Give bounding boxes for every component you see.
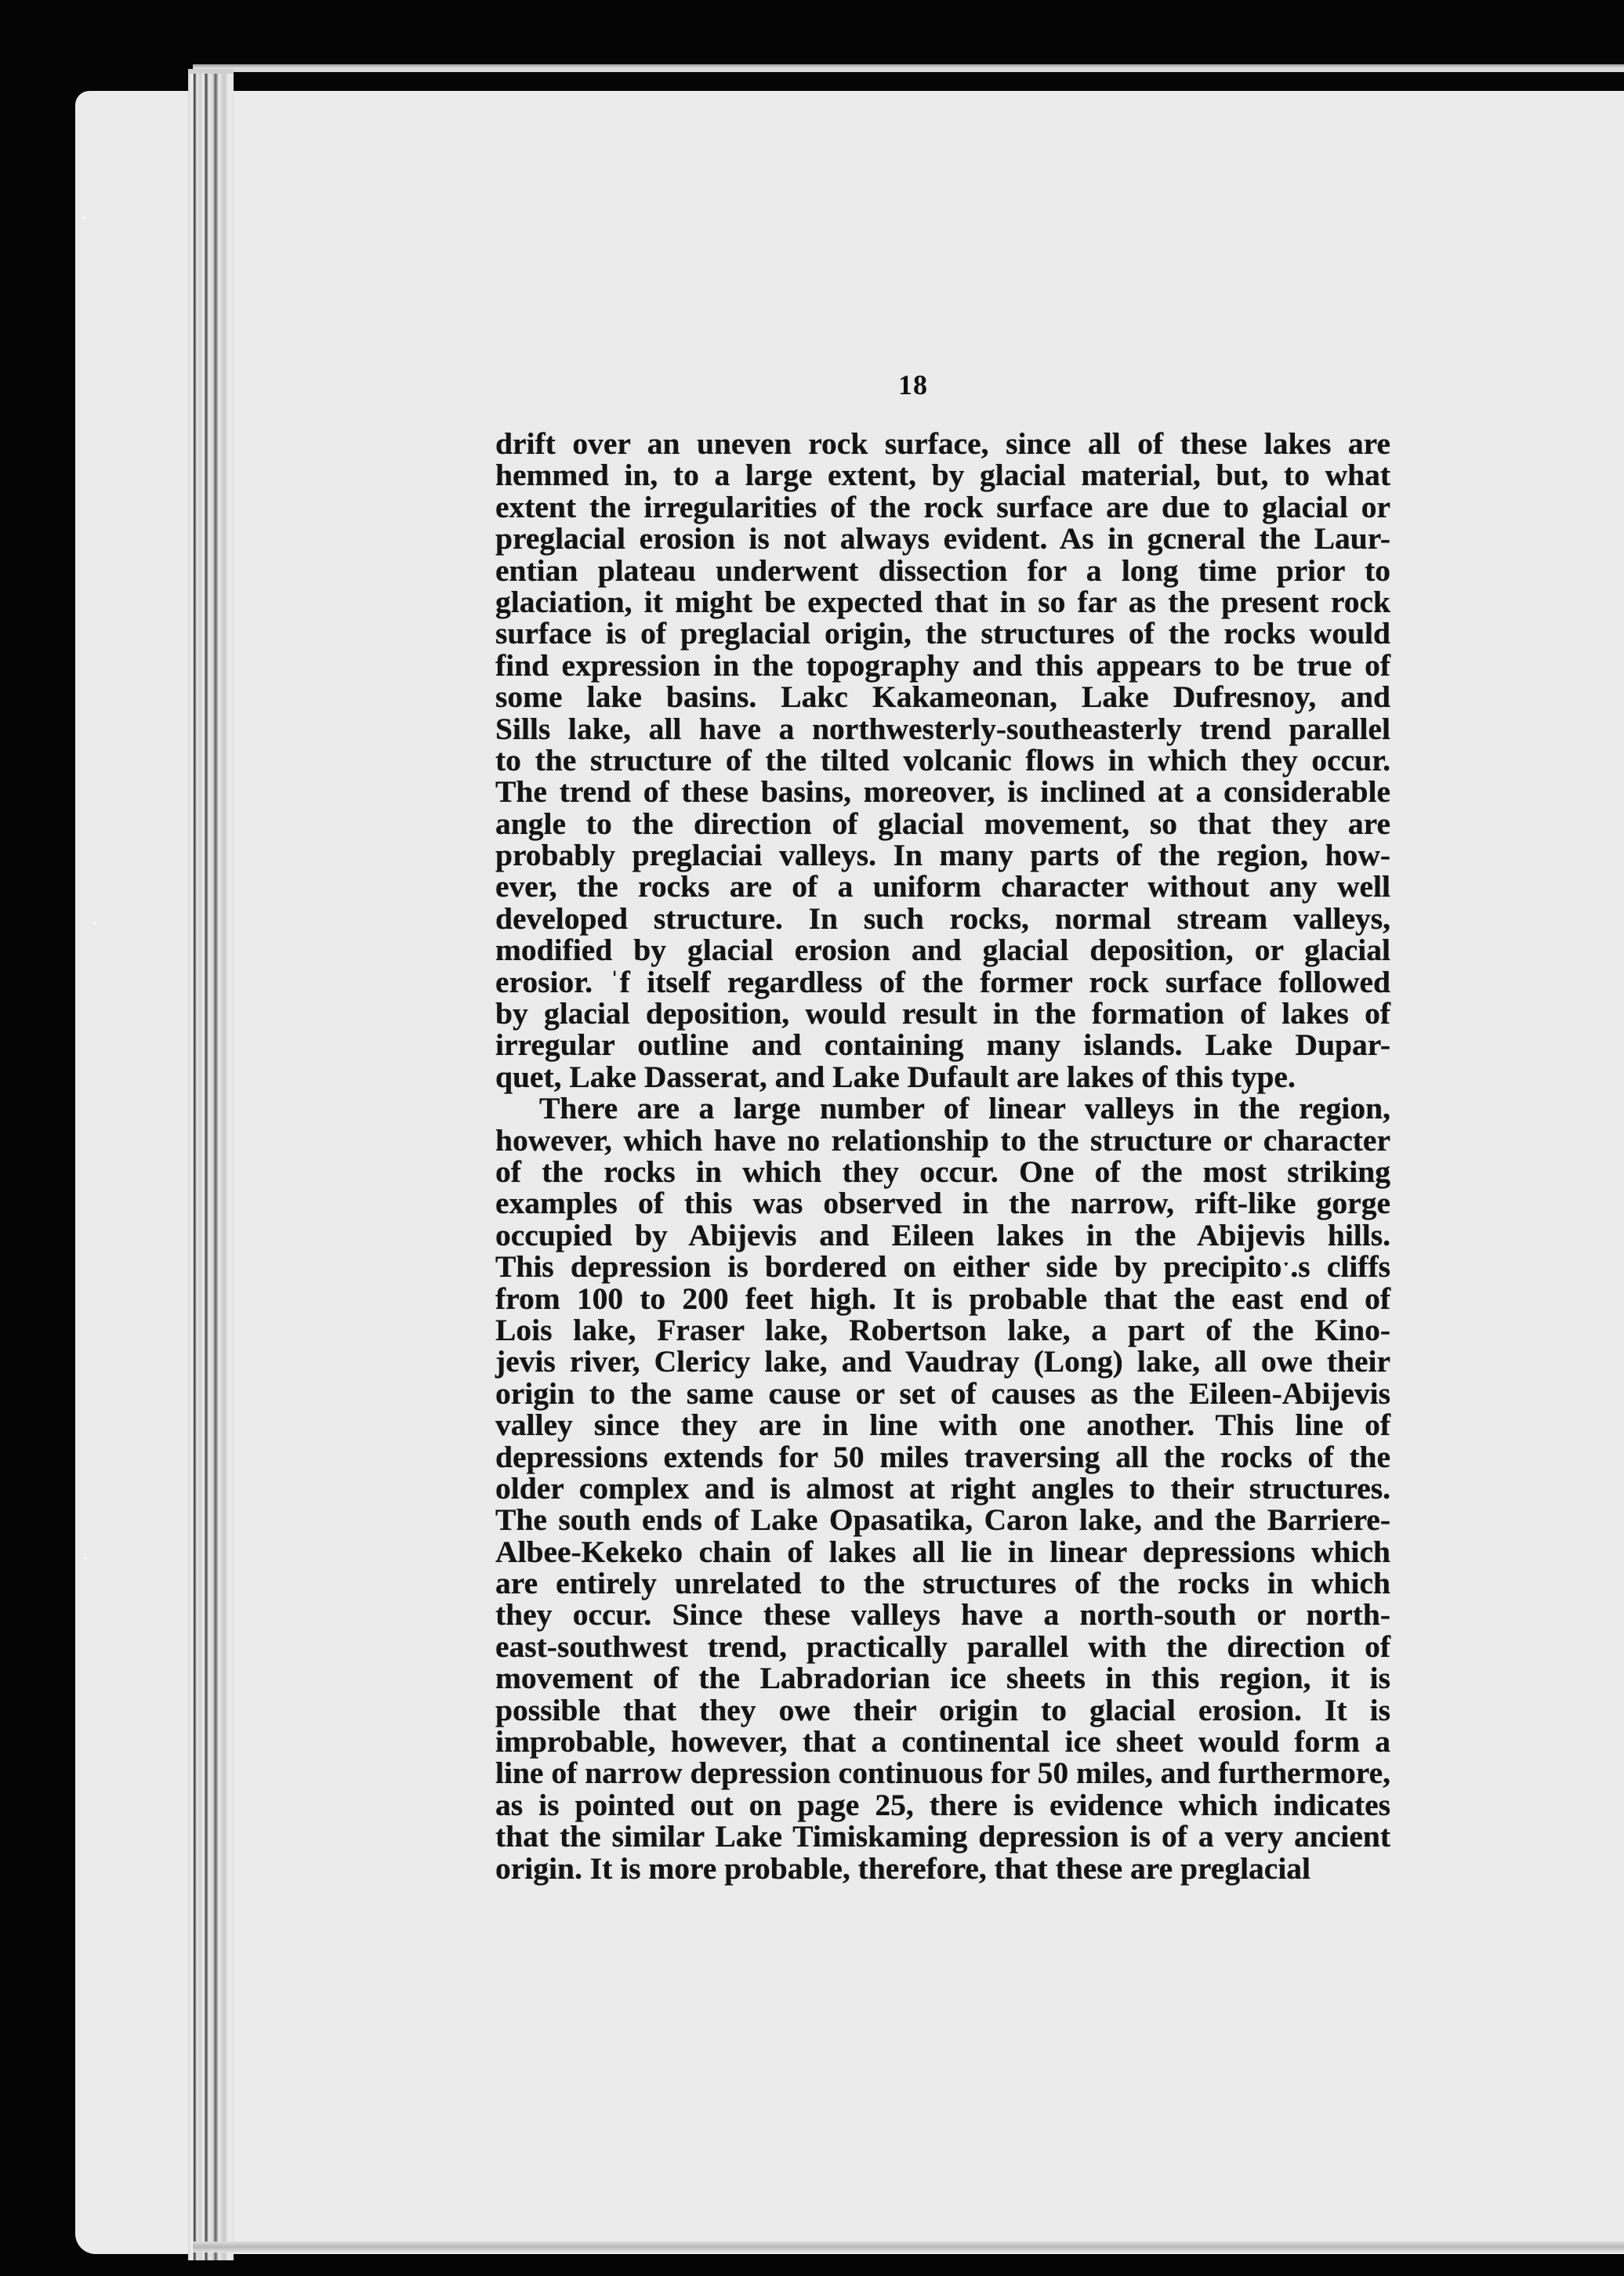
text-line: drift over an uneven rock surface, since all of these lakes are: [495, 426, 1390, 461]
text-line: however, which have no relationship to the structure or character: [495, 1122, 1390, 1158]
page-bottom-edge: [193, 2242, 1624, 2252]
text-line: This depression is bordered on either side by precipitoˑ.s cliffs: [495, 1249, 1390, 1285]
text-line: to the structure of the tilted volcanic flows in which they occur.: [495, 742, 1390, 777]
text-line: line of narrow depression continuous for 50 miles, and furthermore,: [495, 1756, 1390, 1791]
text-line: possible that they owe their origin to glacial erosion. It is: [495, 1692, 1390, 1727]
text-line: angle to the direction of glacial movement, so that they are: [495, 806, 1390, 841]
scan-dust: [92, 922, 96, 926]
text-line: are entirely unrelated to the structures of the rocks in which: [495, 1566, 1390, 1601]
paragraph: [495, 1093, 1390, 1884]
text-line: occupied by Abijevis and Eileen lakes in the Abijevis hills.: [495, 1217, 1390, 1252]
body-text: [495, 428, 1390, 1884]
text-line: hemmed in, to a large extent, by glacial material, but, to what: [495, 458, 1390, 493]
text-line: improbable, however, that a continental ice sheet would form a: [495, 1724, 1390, 1760]
text-line: as is pointed out on page 25, there is evidence which indicates: [495, 1787, 1390, 1822]
text-line: older complex and is almost at right angles to their structures.: [495, 1470, 1390, 1506]
text-line: ever, the rocks are of a uniform character without any well: [495, 869, 1390, 904]
text-line: depressions extends for 50 miles traversing all the rocks of the: [495, 1439, 1390, 1474]
text-line: preglacial erosion is not always evident. As in gcneral the Laur-: [495, 521, 1390, 556]
text-line: Albee-Kekeko chain of lakes all lie in linear depressions which: [495, 1534, 1390, 1569]
text-line: east-southwest trend, practically parallel with the direction of: [495, 1629, 1390, 1664]
text-line: glaciation, it might be expected that in so far as the present rock: [495, 584, 1390, 619]
book-binding-edge: [188, 69, 234, 2260]
text-line: The south ends of Lake Opasatika, Caron lake, and the Barriere-: [495, 1502, 1390, 1538]
text-line: origin. It is more probable, therefore, that these are preglacial: [495, 1850, 1311, 1886]
text-line: erosior. ˈf itself regardless of the former rock surface followed: [495, 964, 1390, 999]
text-line: that the similar Lake Timiskaming depression is of a very ancient: [495, 1819, 1390, 1854]
text-line: Lois lake, Fraser lake, Robertson lake, a part of the Kino-: [495, 1312, 1390, 1347]
paragraph: [495, 428, 1390, 1093]
text-line: There are a large number of linear valleys in the region,: [539, 1091, 1390, 1126]
text-line: developed structure. In such rocks, normal stream valleys,: [495, 901, 1390, 936]
text-line: examples of this was observed in the narrow, rift-like gorge: [495, 1186, 1390, 1221]
text-line: they occur. Since these valleys have a north-south or north-: [495, 1597, 1390, 1633]
text-line: modified by glacial erosion and glacial deposition, or glacial: [495, 933, 1390, 968]
text-line: The trend of these basins, moreover, is inclined at a considerable: [495, 774, 1390, 810]
scan-dust: [83, 1557, 88, 1560]
text-line: quet, Lake Dasserat, and Lake Dufault are lakes of this type.: [495, 1059, 1296, 1094]
text-line: surface is of preglacial origin, the structures of the rocks would: [495, 616, 1390, 651]
text-line: entian plateau underwent dissection for a long time prior to: [495, 553, 1390, 588]
text-line: extent the irregularities of the rock surface are due to glacial or: [495, 489, 1390, 524]
text-line: by glacial deposition, would result in the formation of lakes of: [495, 996, 1390, 1031]
page-top-edge: [193, 64, 1624, 72]
text-line: from 100 to 200 feet high. It is probable that the east end of: [495, 1281, 1390, 1316]
text-line: find expression in the topography and this appears to be true of: [495, 647, 1390, 683]
text-line: Sills lake, all have a northwesterly-southeasterly trend parallel: [495, 711, 1390, 746]
text-line: origin to the same cause or set of causes as the Eileen-Abijevis: [495, 1375, 1390, 1411]
text-line: irregular outline and containing many islands. Lake Dupar-: [495, 1027, 1390, 1063]
text-line: probably preglaciai valleys. In many parts of the region, how-: [495, 838, 1390, 873]
text-line: some lake basins. Lakc Kakameonan, Lake Dufresnoy, and: [495, 680, 1390, 715]
text-line: movement of the Labradorian ice sheets in this region, it is: [495, 1661, 1390, 1696]
text-line: valley since they are in line with one another. This line of: [495, 1408, 1390, 1443]
text-line: jevis river, Clericy lake, and Vaudray (Long) lake, all owe their: [495, 1344, 1390, 1379]
page-number: 18: [898, 369, 928, 400]
text-line: of the rocks in which they occur. One of the most striking: [495, 1154, 1390, 1189]
scan-dust: [82, 216, 86, 219]
